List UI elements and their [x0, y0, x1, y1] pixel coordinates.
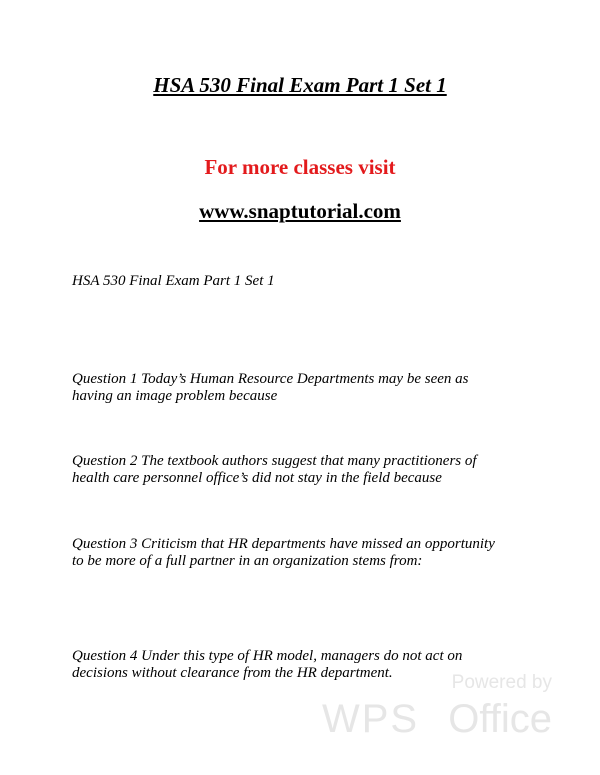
question-item [72, 371, 542, 405]
watermark-brand: WPS [322, 697, 420, 741]
question-text-line: health care personnel office’s did not stay in the field because [72, 470, 442, 486]
document-subtitle: HSA 530 Final Exam Part 1 Set 1 [72, 273, 275, 289]
question-item [72, 453, 542, 487]
question-text-line: Question 1 Today’s Human Resource Departments may be seen as [72, 371, 469, 387]
question-item [72, 648, 542, 682]
question-text-line: Question 4 Under this type of HR model, managers do not act on [72, 648, 463, 664]
wps-office-watermark [322, 672, 552, 742]
question-text-line: having an image problem because [72, 388, 278, 404]
promo-text: For more classes visit [204, 155, 396, 179]
watermark-product: Office [448, 697, 552, 741]
wps-logo [322, 698, 552, 740]
question-text-line: Question 2 The textbook authors suggest that many practitioners of [72, 453, 477, 469]
question-text-line: to be more of a full partner in an organization stems from: [72, 553, 423, 569]
website-link[interactable]: www.snaptutorial.com [199, 199, 401, 223]
question-text-line: Question 3 Criticism that HR departments have missed an opportunity [72, 536, 495, 552]
question-text-line: decisions without clearance from the HR department. [72, 665, 393, 681]
question-item [72, 536, 542, 570]
document-title: HSA 530 Final Exam Part 1 Set 1 [153, 73, 447, 97]
watermark-powered-by: Powered by [451, 672, 552, 693]
